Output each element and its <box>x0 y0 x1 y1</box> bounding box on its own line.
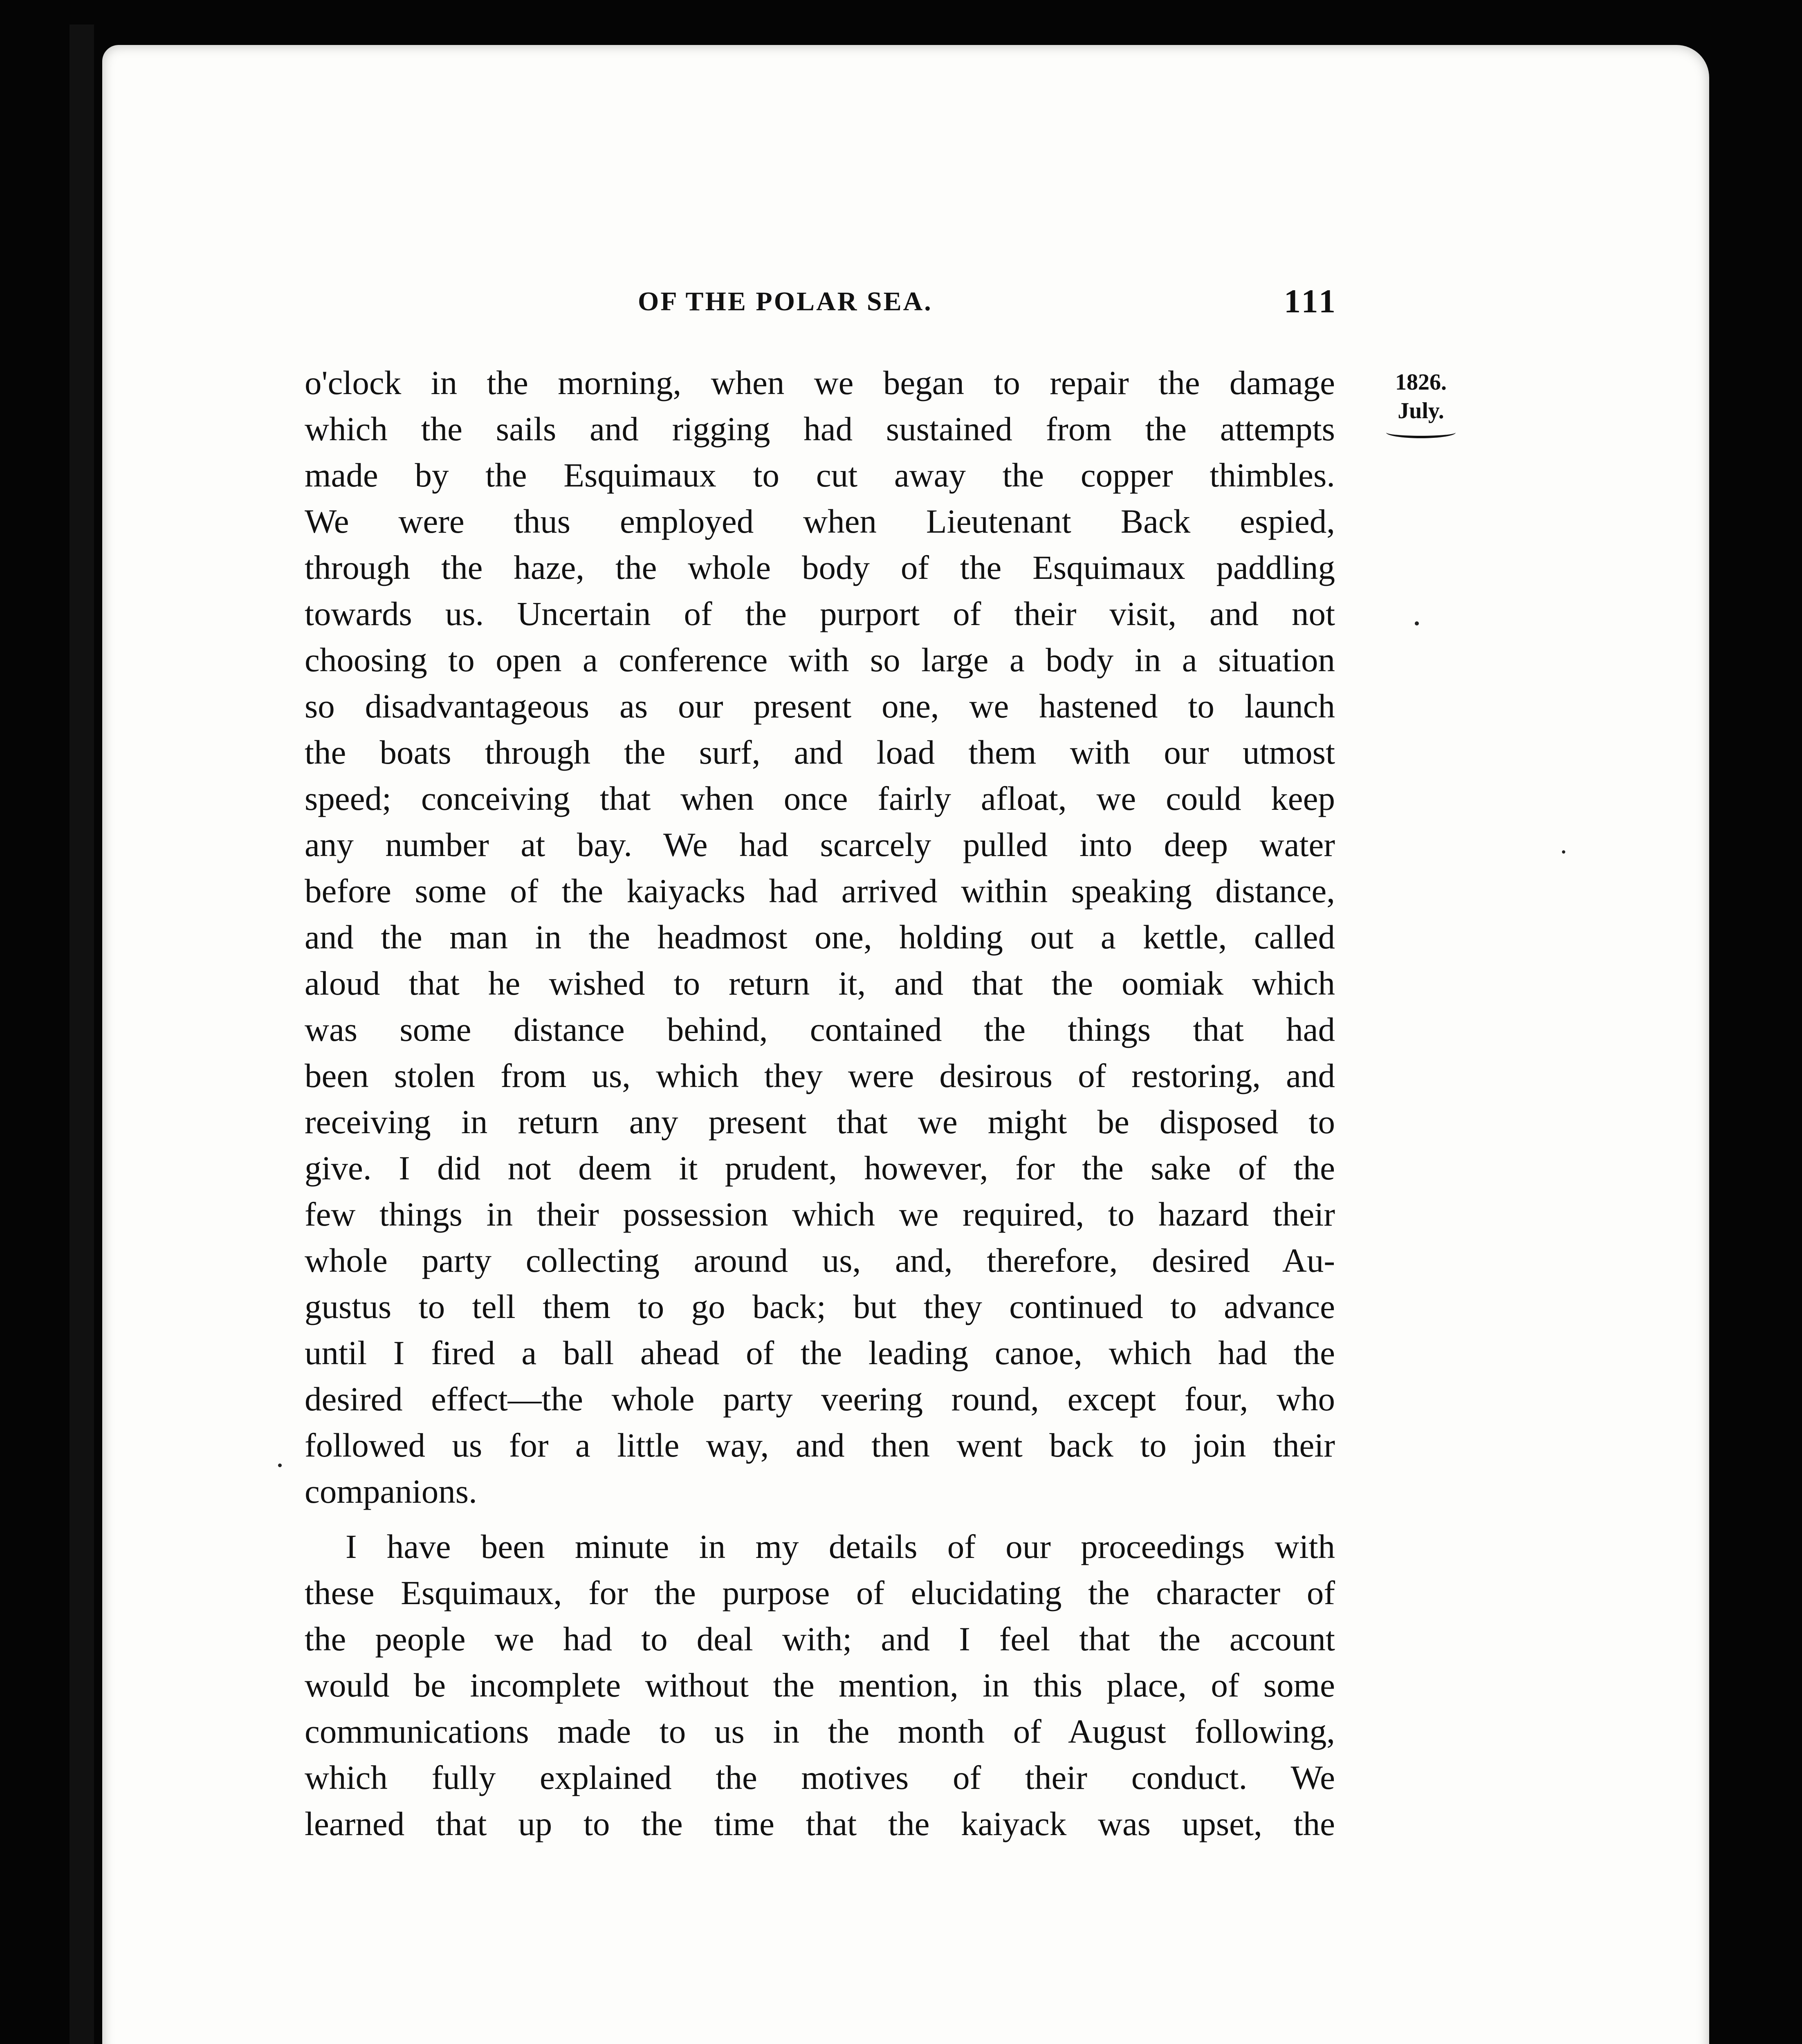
margin-year: 1826. <box>1395 370 1447 395</box>
text-line: o'clock in the morning, when we began to repair the damage <box>305 364 1335 401</box>
page-number: 111 <box>1284 282 1338 320</box>
book-gutter <box>70 25 94 2044</box>
text-line: the boats through the surf, and load them with our utmost <box>305 733 1335 771</box>
text-line: give. I did not deem it prudent, however, for the sake of the <box>305 1149 1335 1187</box>
text-line: which the sails and rigging had sustained from the attempts <box>305 410 1335 448</box>
text-line: communications made to us in the month of August following, <box>305 1712 1335 1750</box>
text-line: was some distance behind, contained the things that had <box>305 1011 1335 1048</box>
text-line: few things in their possession which we required, to hazard their <box>305 1195 1335 1233</box>
scan-speck <box>278 1464 282 1467</box>
margin-month: July. <box>1398 398 1444 424</box>
text-line: made by the Esquimaux to cut away the copper thimbles. <box>305 456 1335 494</box>
text-line: aloud that he wished to return it, and that the oomiak which <box>305 964 1335 1002</box>
text-line: I have been minute in my details of our proceedings with <box>346 1528 1335 1565</box>
text-line: companions. <box>305 1472 477 1510</box>
text-line: We were thus employed when Lieutenant Back espied, <box>305 502 1335 540</box>
running-title: OF THE POLAR SEA. <box>638 287 933 316</box>
text-line: the people we had to deal with; and I feel that the account <box>305 1620 1335 1658</box>
text-line: been stolen from us, which they were desirous of restoring, and <box>305 1057 1335 1094</box>
text-line: followed us for a little way, and then went back to join their <box>305 1426 1335 1464</box>
text-line: choosing to open a conference with so large a body in a situation <box>305 641 1335 679</box>
text-line: towards us. Uncertain of the purport of their visit, and not <box>305 595 1335 632</box>
text-line: so disadvantageous as our present one, we hastened to launch <box>305 687 1335 725</box>
text-line: before some of the kaiyacks had arrived within speaking distance, <box>305 872 1335 910</box>
text-line: speed; conceiving that when once fairly afloat, we could keep <box>305 780 1335 817</box>
scan-speck <box>1415 621 1419 625</box>
margin-date-note <box>1382 368 1460 438</box>
text-line: through the haze, the whole body of the Esquimaux paddling <box>305 549 1335 586</box>
text-line: and the man in the headmost one, holding out a kettle, called <box>305 918 1335 956</box>
text-line: learned that up to the time that the kaiyack was upset, the <box>305 1805 1335 1842</box>
text-line: would be incomplete without the mention, in this place, of some <box>305 1666 1335 1704</box>
text-line: whole party collecting around us, and, therefore, desired Au- <box>305 1242 1335 1279</box>
scan-speck <box>1562 850 1565 854</box>
text-line: desired effect—the whole party veering round, except four, who <box>305 1380 1335 1418</box>
text-line: any number at bay. We had scarcely pulled into deep water <box>305 826 1335 863</box>
margin-brace-mark <box>1386 427 1456 438</box>
text-line: these Esquimaux, for the purpose of elucidating the character of <box>305 1574 1335 1611</box>
paragraph-gap <box>305 1515 1335 1524</box>
body-text <box>305 360 1335 1847</box>
text-line: gustus to tell them to go back; but they continued to advance <box>305 1288 1335 1325</box>
text-line: until I fired a ball ahead of the leading canoe, which had the <box>305 1334 1335 1372</box>
text-line: which fully explained the motives of their conduct. We <box>305 1759 1335 1796</box>
text-line: receiving in return any present that we might be disposed to <box>305 1103 1335 1141</box>
